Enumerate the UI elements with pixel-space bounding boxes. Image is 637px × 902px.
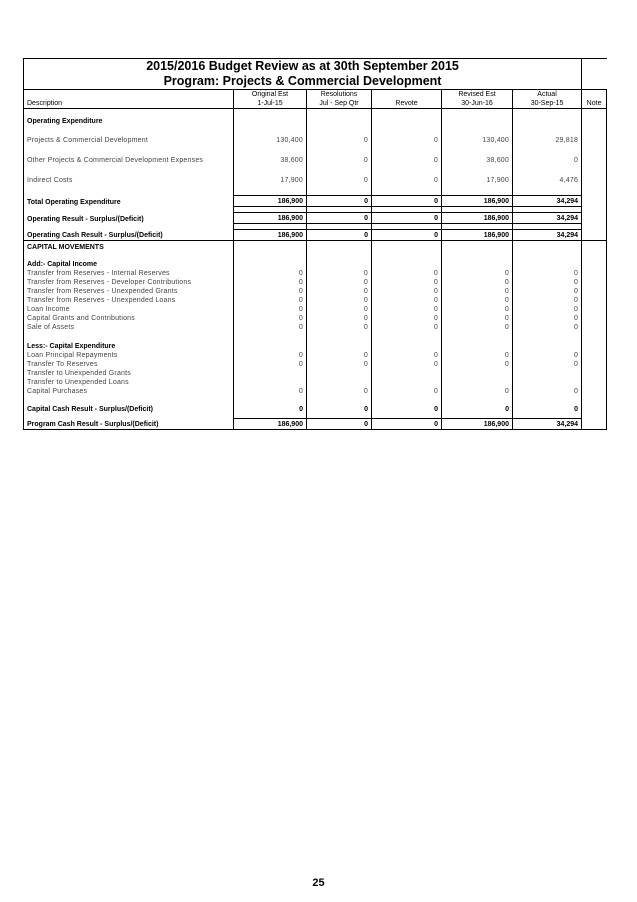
- row-label: Transfer to Unexpended Loans: [24, 378, 234, 387]
- header-original-date: 1-Jul-15: [234, 99, 307, 109]
- value-revised: 186,900: [442, 230, 513, 241]
- header-resolutions-period: Jul - Sep Qtr: [307, 99, 372, 109]
- value-actual: 29,818: [513, 134, 582, 145]
- header-revote: Revote: [372, 99, 442, 109]
- value-revote: 0: [372, 305, 442, 314]
- value-revote: 0: [372, 360, 442, 369]
- value-revised: 0: [442, 287, 513, 296]
- value-orig: 186,900: [234, 230, 307, 241]
- value-actual: 0: [513, 154, 582, 165]
- row-label: Operating Result - Surplus/(Deficit): [24, 213, 234, 224]
- value-actual: 0: [513, 323, 582, 332]
- value-orig: 186,900: [234, 419, 307, 430]
- value-actual: 0: [513, 287, 582, 296]
- table-row: [24, 305, 607, 314]
- table-row: [24, 196, 607, 207]
- value-actual: 34,294: [513, 213, 582, 224]
- value-actual: 0: [513, 360, 582, 369]
- row-label: Capital Cash Result - Surplus/(Deficit): [24, 403, 234, 414]
- table-row: [24, 403, 607, 414]
- value-revised: 0: [442, 387, 513, 396]
- value-revised: 0: [442, 314, 513, 323]
- table-row: [24, 360, 607, 369]
- row-label: Projects & Commercial Development: [24, 134, 234, 145]
- value-revote: 0: [372, 287, 442, 296]
- value-res: 0: [307, 154, 372, 165]
- value-revote: 0: [372, 314, 442, 323]
- value-revised: [442, 378, 513, 387]
- value-revote: 0: [372, 154, 442, 165]
- value-revote: 0: [372, 296, 442, 305]
- value-orig: 0: [234, 323, 307, 332]
- table-row: [24, 174, 607, 185]
- value-res: 0: [307, 305, 372, 314]
- header-revised-date: 30-Jun-16: [442, 99, 513, 109]
- table-row: [24, 351, 607, 360]
- value-orig: 38,600: [234, 154, 307, 165]
- row-label: Transfer from Reserves - Developer Contributions: [24, 278, 234, 287]
- value-orig: 0: [234, 403, 307, 414]
- value-orig: 0: [234, 387, 307, 396]
- value-revote: 0: [372, 351, 442, 360]
- value-revote: 0: [372, 196, 442, 207]
- value-actual: 34,294: [513, 196, 582, 207]
- value-revised: 17,900: [442, 174, 513, 185]
- value-revote: 0: [372, 387, 442, 396]
- page-number: 25: [312, 877, 325, 889]
- value-res: 0: [307, 134, 372, 145]
- value-actual: [513, 369, 582, 378]
- value-revised: 0: [442, 269, 513, 278]
- row-label: Other Projects & Commercial Development Expenses: [24, 154, 234, 165]
- value-actual: 0: [513, 278, 582, 287]
- header-revised: Revised Est: [442, 90, 513, 100]
- table-row: [24, 154, 607, 165]
- value-res: 0: [307, 269, 372, 278]
- value-res: 0: [307, 323, 372, 332]
- value-revote: [372, 378, 442, 387]
- value-revote: 0: [372, 134, 442, 145]
- value-res: [307, 369, 372, 378]
- value-actual: 4,476: [513, 174, 582, 185]
- value-res: 0: [307, 174, 372, 185]
- row-label: Transfer to Unexpended Grants: [24, 369, 234, 378]
- value-revised: 186,900: [442, 419, 513, 430]
- value-orig: 0: [234, 278, 307, 287]
- value-revote: [372, 369, 442, 378]
- row-label: Transfer from Reserves - Unexpended Loans: [24, 296, 234, 305]
- table-row: [24, 323, 607, 332]
- value-actual: 0: [513, 305, 582, 314]
- table-row: [24, 296, 607, 305]
- value-revised: 0: [442, 278, 513, 287]
- value-orig: 186,900: [234, 213, 307, 224]
- header-description: Description: [24, 99, 234, 109]
- row-label: Operating Cash Result - Surplus/(Deficit): [24, 230, 234, 241]
- table-row: [24, 369, 607, 378]
- value-orig: 0: [234, 287, 307, 296]
- row-label: Sale of Assets: [24, 323, 234, 332]
- value-res: 0: [307, 351, 372, 360]
- value-revised: 0: [442, 323, 513, 332]
- value-revote: 0: [372, 278, 442, 287]
- row-label: Capital Purchases: [24, 387, 234, 396]
- value-orig: [234, 369, 307, 378]
- value-orig: 186,900: [234, 196, 307, 207]
- row-label: Loan Principal Repayments: [24, 351, 234, 360]
- row-label: Transfer from Reserves - Unexpended Grants: [24, 287, 234, 296]
- value-revote: 0: [372, 323, 442, 332]
- value-revised: 0: [442, 296, 513, 305]
- value-revised: 130,400: [442, 134, 513, 145]
- table-row: [24, 378, 607, 387]
- value-res: [307, 378, 372, 387]
- value-revised: [442, 369, 513, 378]
- value-orig: 0: [234, 269, 307, 278]
- value-actual: 0: [513, 403, 582, 414]
- value-res: 0: [307, 403, 372, 414]
- value-actual: 0: [513, 351, 582, 360]
- value-actual: 0: [513, 269, 582, 278]
- value-orig: 17,900: [234, 174, 307, 185]
- table-row: [24, 287, 607, 296]
- capital-income-heading: Add:- Capital Income: [24, 258, 234, 269]
- table-row: [24, 387, 607, 396]
- header-resolutions: Resolutions: [307, 90, 372, 100]
- table-row: [24, 134, 607, 145]
- value-orig: 130,400: [234, 134, 307, 145]
- header-actual-date: 30-Sep-15: [513, 99, 582, 109]
- capital-heading: CAPITAL MOVEMENTS: [24, 241, 234, 252]
- value-res: 0: [307, 419, 372, 430]
- table-row: [24, 230, 607, 241]
- value-orig: [234, 378, 307, 387]
- value-actual: 34,294: [513, 419, 582, 430]
- value-orig: 0: [234, 360, 307, 369]
- table-row: [24, 419, 607, 430]
- value-revised: 186,900: [442, 213, 513, 224]
- value-res: 0: [307, 287, 372, 296]
- value-revote: 0: [372, 269, 442, 278]
- table-row: [24, 269, 607, 278]
- value-revote: 0: [372, 230, 442, 241]
- value-res: 0: [307, 230, 372, 241]
- value-actual: 0: [513, 314, 582, 323]
- value-actual: 34,294: [513, 230, 582, 241]
- value-actual: 0: [513, 387, 582, 396]
- budget-table: [23, 58, 607, 430]
- value-revised: 0: [442, 403, 513, 414]
- budget-sheet: [23, 58, 606, 430]
- row-label: Loan Income: [24, 305, 234, 314]
- row-label: Transfer from Reserves - Internal Reserves: [24, 269, 234, 278]
- table-row: [24, 213, 607, 224]
- value-res: 0: [307, 278, 372, 287]
- header-actual: Actual: [513, 90, 582, 100]
- value-actual: 0: [513, 296, 582, 305]
- value-revote: 0: [372, 213, 442, 224]
- header-note: Note: [582, 99, 607, 109]
- value-res: 0: [307, 213, 372, 224]
- value-orig: 0: [234, 305, 307, 314]
- row-label: Program Cash Result - Surplus/(Deficit): [24, 419, 234, 430]
- header-original: Original Est: [234, 90, 307, 100]
- operating-heading: Operating Expenditure: [24, 115, 234, 126]
- value-revote: 0: [372, 419, 442, 430]
- value-orig: 0: [234, 351, 307, 360]
- value-revote: 0: [372, 174, 442, 185]
- row-label: Indirect Costs: [24, 174, 234, 185]
- value-res: 0: [307, 314, 372, 323]
- row-label: Capital Grants and Contributions: [24, 314, 234, 323]
- title-line-2: Program: Projects & Commercial Development: [24, 74, 582, 90]
- title-line-1: 2015/2016 Budget Review as at 30th September 2015: [24, 59, 582, 75]
- value-revised: 0: [442, 305, 513, 314]
- value-orig: 0: [234, 296, 307, 305]
- value-res: 0: [307, 360, 372, 369]
- table-row: [24, 278, 607, 287]
- value-actual: [513, 378, 582, 387]
- value-revised: 186,900: [442, 196, 513, 207]
- value-res: 0: [307, 387, 372, 396]
- value-res: 0: [307, 196, 372, 207]
- value-res: 0: [307, 296, 372, 305]
- value-revised: 0: [442, 351, 513, 360]
- value-revote: 0: [372, 403, 442, 414]
- table-row: [24, 314, 607, 323]
- row-label: Total Operating Expenditure: [24, 196, 234, 207]
- value-revised: 38,600: [442, 154, 513, 165]
- capital-expenditure-heading: Less:- Capital Expenditure: [24, 340, 234, 351]
- row-label: Transfer To Reserves: [24, 360, 234, 369]
- value-revised: 0: [442, 360, 513, 369]
- value-orig: 0: [234, 314, 307, 323]
